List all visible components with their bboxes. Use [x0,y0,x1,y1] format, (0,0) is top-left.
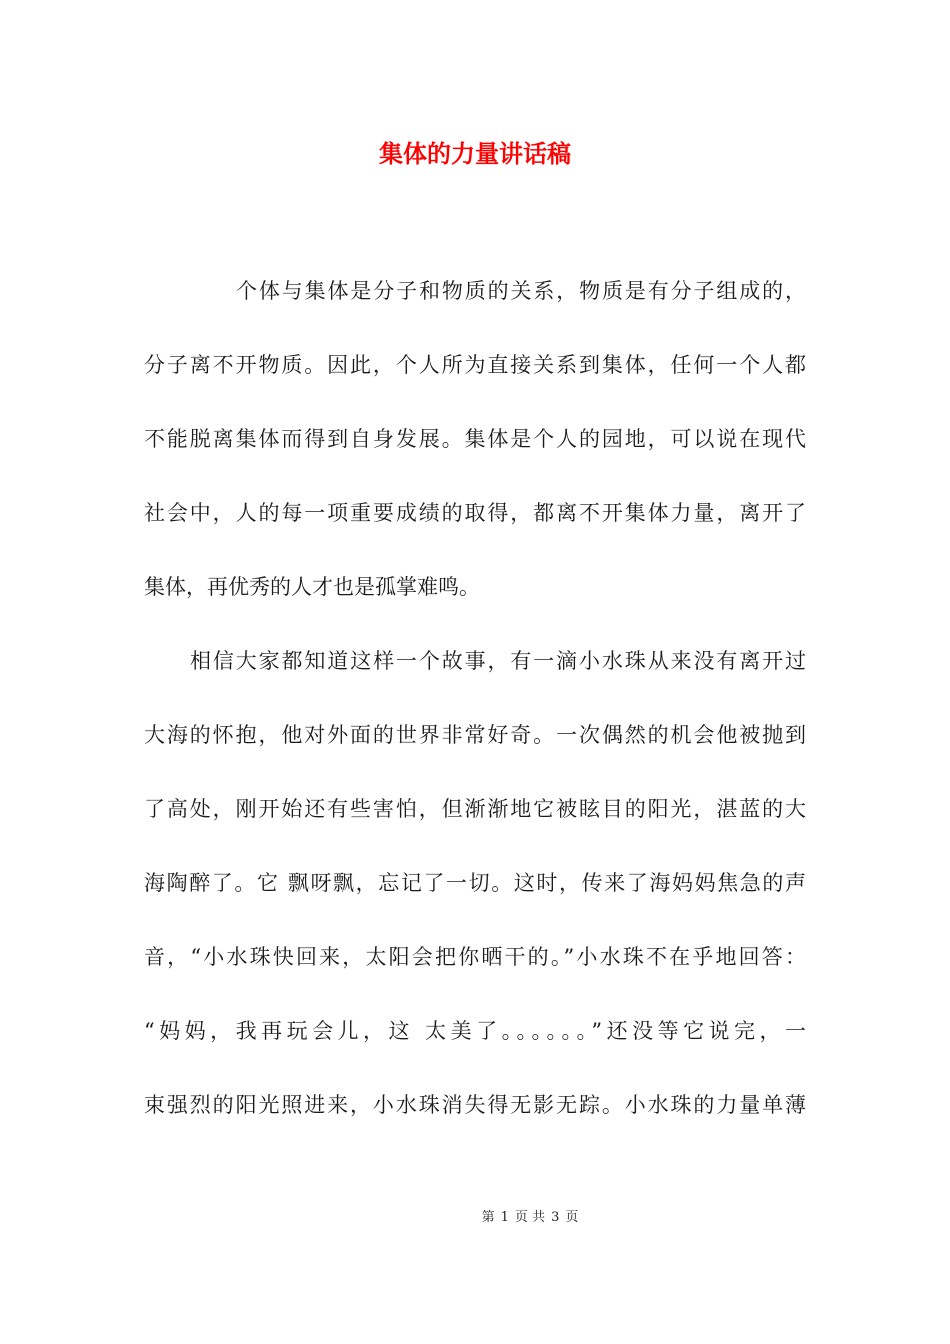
footer-page-number: 1 [500,1210,509,1225]
footer-total-pages: 3 [551,1210,560,1225]
paragraph-line: 社会中，人的每一项重要成绩的取得，都离不开集体力量，离开了 [144,501,806,525]
page-footer [0,1208,950,1228]
paragraph-line: 分子离不开物质。因此，个人所为直接关系到集体，任何一个人都 [144,353,806,377]
paragraph-line: 束强烈的阳光照进来，小水珠消失得无影无踪。小水珠的力量单薄 [144,1093,806,1117]
paragraph-line: 个体与集体是分子和物质的关系，物质是有分子组成的， [236,279,806,303]
document-body [144,270,806,1158]
paragraph-line: 了高处，刚开始还有些害怕，但渐渐地它被眩目的阳光，湛蓝的大 [144,797,806,821]
footer-prefix: 第 [481,1210,495,1225]
document-title: 集体的力量讲话稿 [379,139,571,168]
paragraph-line: 不能脱离集体而得到自身发展。集体是个人的园地，可以说在现代 [144,427,806,451]
paragraph-1 [144,270,806,640]
paragraph-2 [144,640,806,1158]
footer-suffix: 页 [565,1210,579,1225]
paragraph-line: “妈妈，我再玩会儿，这 太美了。。。。。。”还没等它说完，一 [144,1019,806,1043]
footer-middle: 页 共 [514,1210,546,1225]
paragraph-line: 海陶醉了。它 飘呀飘，忘记了一切。这时，传来了海妈妈焦急的声 [144,871,806,895]
paragraph-line: 音，“小水珠快回来，太阳会把你晒干的。”小水珠不在乎地回答： [144,945,806,969]
paragraph-line: 集体，再优秀的人才也是孤掌难鸣。 [144,575,480,599]
paragraph-line: 相信大家都知道这样一个故事，有一滴小水珠从来没有离开过 [190,649,806,673]
paragraph-line: 大海的怀抱，他对外面的世界非常好奇。一次偶然的机会他被抛到 [144,723,806,747]
